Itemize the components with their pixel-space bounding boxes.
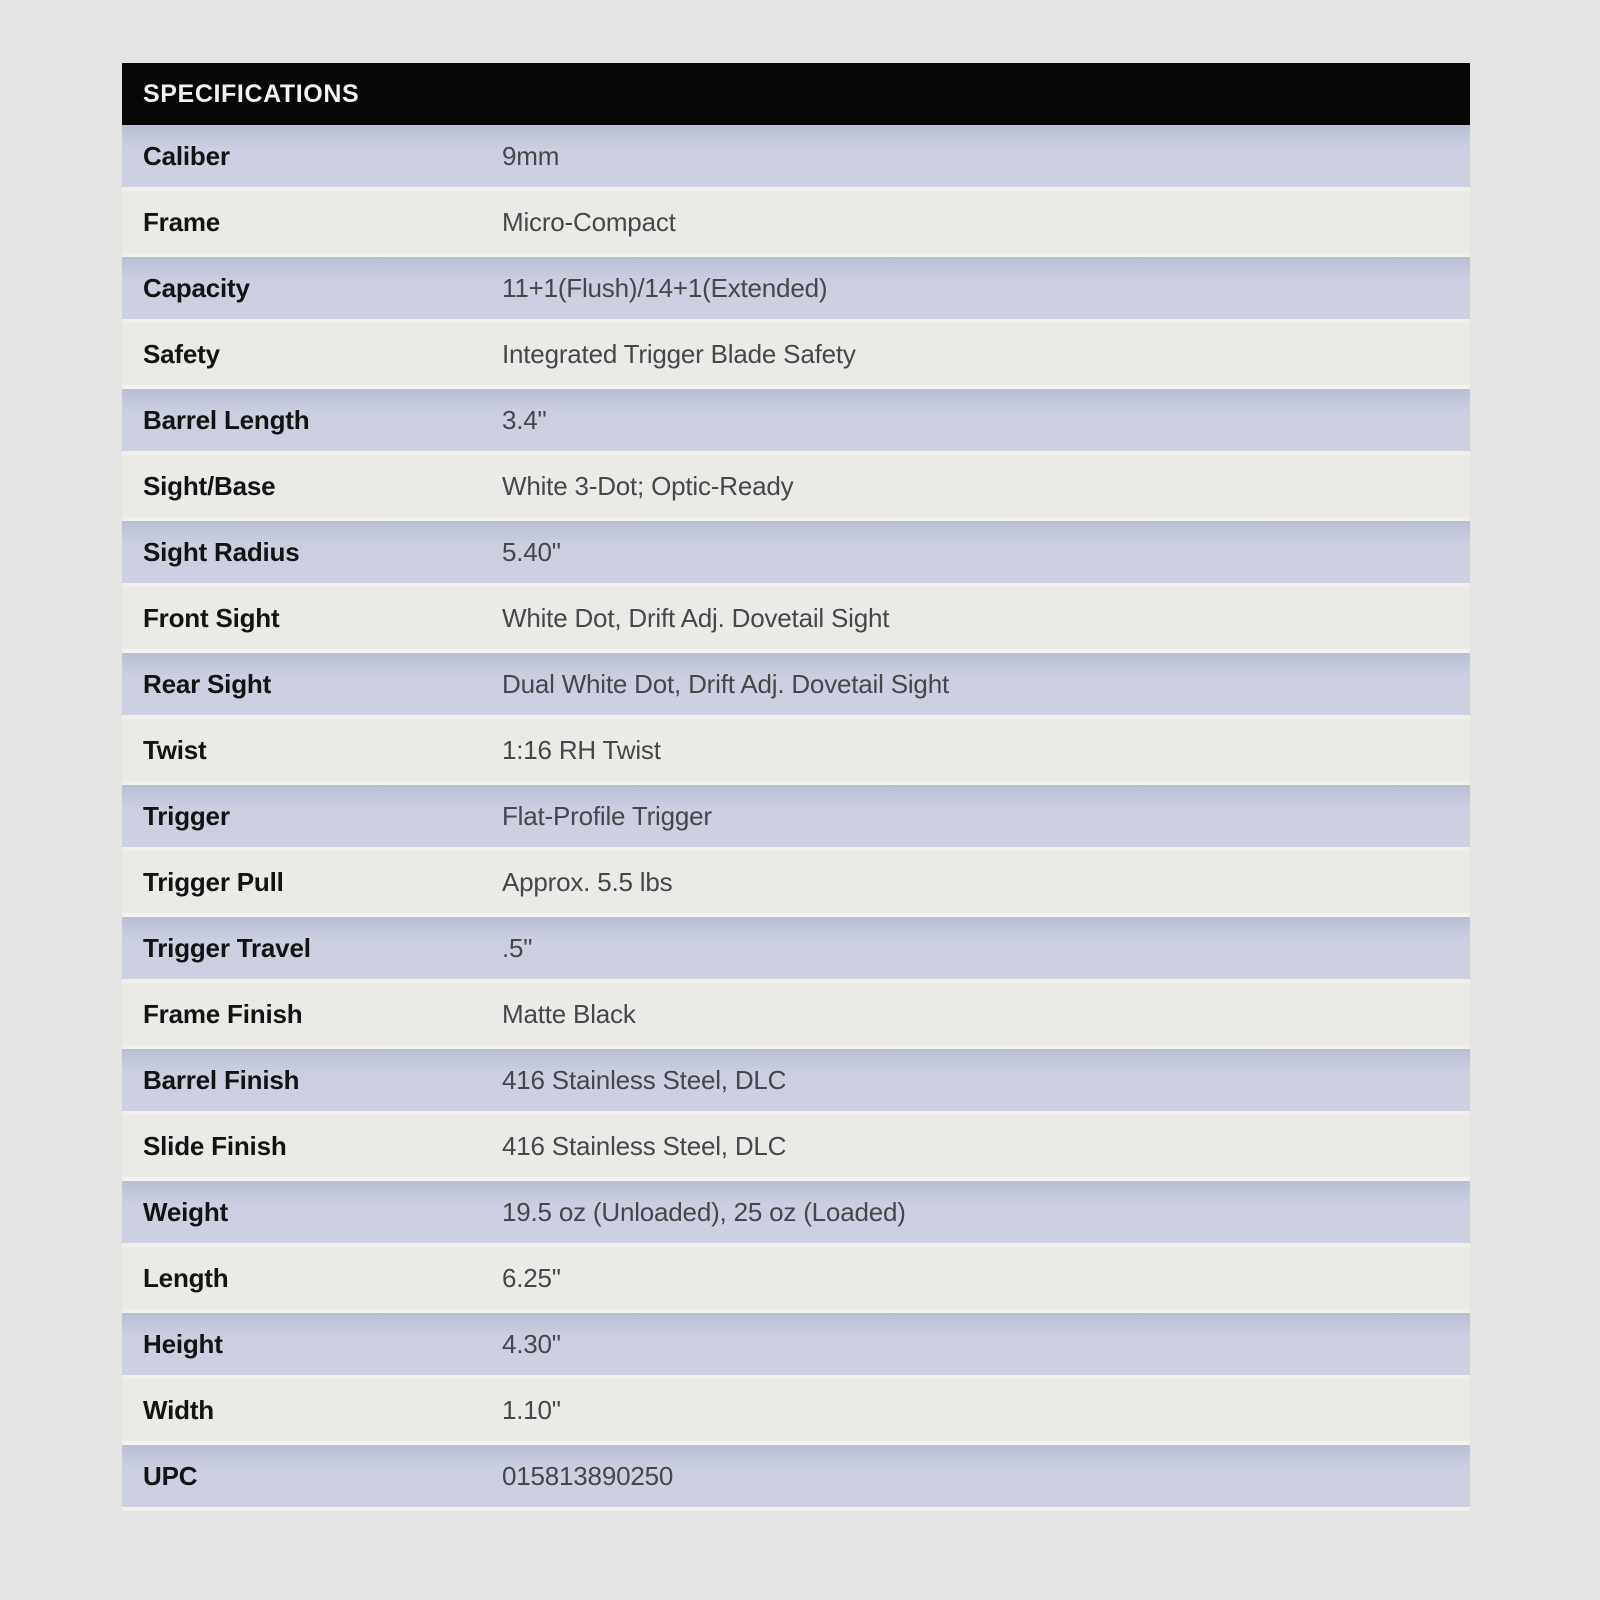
spec-row-barrel-length [122,389,1470,455]
spec-value-twist: 1:16 RH Twist [502,734,661,765]
spec-row-trigger [122,785,1470,851]
spec-row-frame [122,191,1470,257]
spec-value-front-sight: White Dot, Drift Adj. Dovetail Sight [502,602,890,633]
spec-label-sight-radius: Sight Radius [143,536,300,567]
spec-value-frame-finish: Matte Black [502,998,636,1029]
spec-label-width: Width [143,1394,214,1425]
spec-row-weight [122,1181,1470,1247]
spec-label-trigger-travel: Trigger Travel [143,932,311,963]
spec-row-slide-finish [122,1115,1470,1181]
spec-label-barrel-finish: Barrel Finish [143,1064,300,1095]
spec-row-height [122,1313,1470,1379]
spec-value-frame: Micro-Compact [502,206,676,237]
spec-label-weight: Weight [143,1196,228,1227]
spec-row-frame-finish [122,983,1470,1049]
spec-value-weight: 19.5 oz (Unloaded), 25 oz (Loaded) [502,1196,906,1227]
spec-value-barrel-finish: 416 Stainless Steel, DLC [502,1064,787,1095]
spec-row-rear-sight [122,653,1470,719]
spec-value-trigger-pull: Approx. 5.5 lbs [502,866,673,897]
spec-value-slide-finish: 416 Stainless Steel, DLC [502,1130,787,1161]
spec-label-trigger: Trigger [143,800,230,831]
specifications-table [122,63,1470,1511]
spec-label-upc: UPC [143,1460,198,1491]
spec-value-upc: 015813890250 [502,1460,674,1491]
spec-row-caliber [122,125,1470,191]
spec-row-trigger-travel [122,917,1470,983]
spec-label-frame: Frame [143,206,221,237]
spec-value-length: 6.25" [502,1262,561,1293]
spec-row-length [122,1247,1470,1313]
spec-label-frame-finish: Frame Finish [143,998,303,1029]
spec-row-barrel-finish [122,1049,1470,1115]
spec-row-upc [122,1445,1470,1511]
specifications-header [122,63,1470,125]
spec-row-sight-base [122,455,1470,521]
spec-row-capacity [122,257,1470,323]
spec-row-sight-radius [122,521,1470,587]
spec-row-width [122,1379,1470,1445]
spec-label-front-sight: Front Sight [143,602,280,633]
spec-value-barrel-length: 3.4" [502,404,547,435]
spec-label-sight-base: Sight/Base [143,470,276,501]
spec-row-trigger-pull [122,851,1470,917]
spec-value-safety: Integrated Trigger Blade Safety [502,338,856,369]
spec-label-twist: Twist [143,734,207,765]
spec-value-capacity: 11+1(Flush)/14+1(Extended) [502,272,828,303]
spec-row-twist [122,719,1470,785]
spec-label-rear-sight: Rear Sight [143,668,272,699]
spec-value-width: 1.10" [502,1394,561,1425]
spec-value-rear-sight: Dual White Dot, Drift Adj. Dovetail Sight [502,668,949,699]
spec-value-trigger-travel: .5" [502,932,533,963]
spec-label-caliber: Caliber [143,140,230,171]
spec-row-safety [122,323,1470,389]
spec-label-safety: Safety [143,338,220,369]
spec-label-height: Height [143,1328,223,1359]
spec-value-caliber: 9mm [502,140,560,171]
spec-value-sight-radius: 5.40" [502,536,561,567]
spec-row-front-sight [122,587,1470,653]
spec-label-trigger-pull: Trigger Pull [143,866,284,897]
specifications-title: SPECIFICATIONS [143,79,360,108]
spec-value-height: 4.30" [502,1328,561,1359]
spec-value-trigger: Flat-Profile Trigger [502,800,712,831]
spec-label-slide-finish: Slide Finish [143,1130,287,1161]
spec-label-capacity: Capacity [143,272,250,303]
spec-value-sight-base: White 3-Dot; Optic-Ready [502,470,794,501]
spec-label-barrel-length: Barrel Length [143,404,310,435]
spec-label-length: Length [143,1262,229,1293]
